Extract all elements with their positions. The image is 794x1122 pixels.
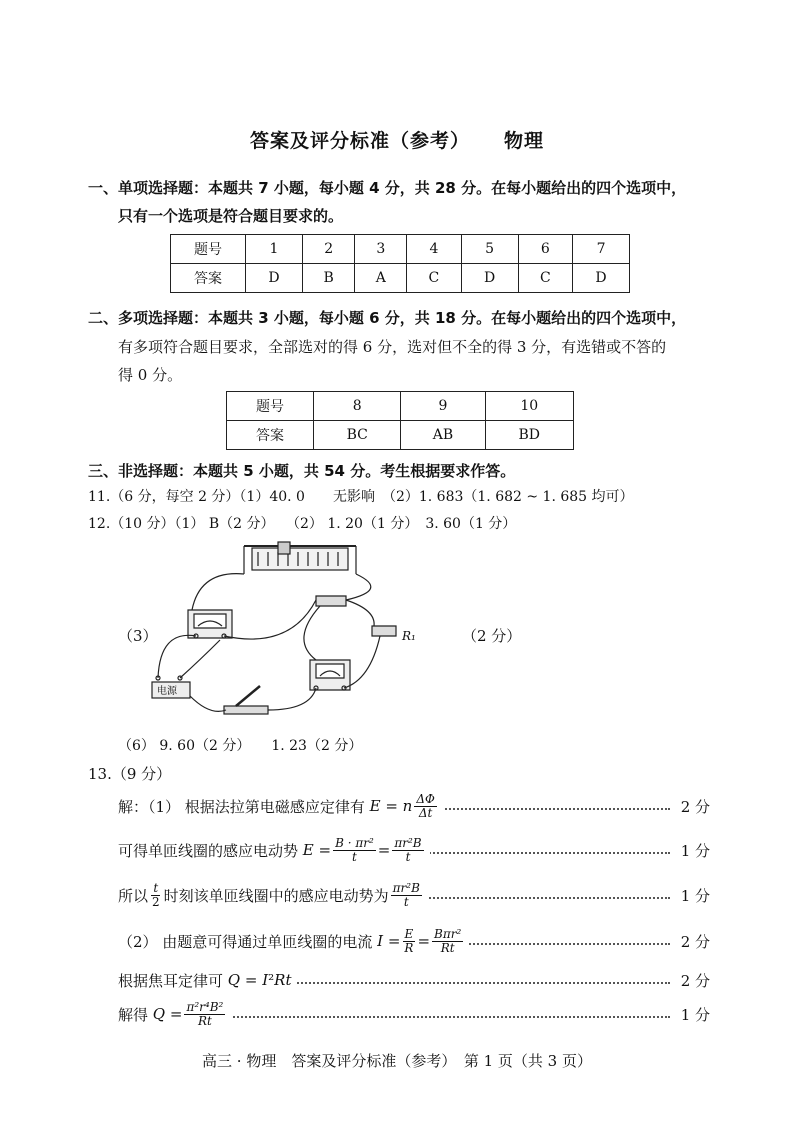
step-score: 1 分 xyxy=(680,841,710,860)
q12-3-label: （3） xyxy=(118,627,158,645)
step-text: 所以 xyxy=(118,886,149,905)
resistor-icon xyxy=(316,596,396,636)
step-score: 2 分 xyxy=(680,932,710,951)
formula-fraction: $\frac{\Delta\Phi}{\Delta t}$ xyxy=(416,791,435,820)
table-header-label: 题号 xyxy=(171,235,246,264)
page-title xyxy=(0,126,794,153)
solution-step: 可得单匝线圈的感应电动势 E = $\frac{\text{B · πr²}}{t}$ = $\frac{\text{πr²B}}{t}$ 1 分 xyxy=(118,832,710,868)
step-text-continued: 时刻该单匝线圈中的感应电动势为 xyxy=(163,886,389,905)
voltmeter-icon xyxy=(188,610,232,638)
section2-heading: 二、多项选择题：本题共 3 小题，每小题 6 分，共 18 分。在每小题给出的四个选项中， xyxy=(88,309,687,327)
solution-step xyxy=(118,877,710,913)
table-cell: 9 xyxy=(401,392,485,421)
solution-step: 根据焦耳定律可 Q = I ² Rt 2 分 xyxy=(118,962,710,998)
resistor-label: R₁ xyxy=(402,629,416,643)
step-text: （2） 由题意可得通过单匝线圈的电流 xyxy=(118,932,373,951)
table-row xyxy=(227,421,574,450)
step-score: 1 分 xyxy=(680,1005,710,1024)
step-score: 2 分 xyxy=(680,797,710,816)
step-score: 2 分 xyxy=(680,971,710,990)
table-header-label: 题号 xyxy=(227,392,314,421)
power-supply-label: 电源 xyxy=(157,686,177,697)
switch-icon xyxy=(224,686,268,714)
table-cell: 1 xyxy=(246,235,303,264)
section1-heading: 一、单项选择题：本题共 7 小题，每小题 4 分，共 28 分。在每小题给出的四个选项中， xyxy=(88,179,687,197)
section2-line3: 得 0 分。 xyxy=(118,366,183,384)
section3-heading: 三、非选择题：本题共 5 小题，共 54 分。考生根据要求作答。 xyxy=(88,462,516,480)
solution-step: 解：（1） 根据法拉第电磁感应定律有 E = n $\frac{\Delta\Phi}{\Delta t}$ 2 分 xyxy=(118,788,710,824)
formula-fraction: $\frac{\text{B · πr²}}{t}$ xyxy=(335,835,374,864)
formula-fraction: $\frac{\text{Bπr²}}{Rt}$ xyxy=(434,926,462,955)
table-cell: 2 xyxy=(302,235,355,264)
q12-answer: 12.（10 分）（1） B（2 分） （2） 1. 20（1 分） 3. 60（1 分） xyxy=(88,516,517,532)
table-row xyxy=(171,235,630,264)
formula-fraction: $\frac{\text{πr²B}}{t}$ xyxy=(392,880,420,909)
formula-fraction: $\frac{\text{πr²B}}{t}$ xyxy=(394,835,422,864)
table-cell: D xyxy=(246,264,303,293)
q11-answer: 11.（6 分，每空 2 分）（1）40. 0 无影响 （2）1. 683（1. 682 ~ 1. 685 均可） xyxy=(88,489,634,505)
answer-table-1 xyxy=(170,234,630,293)
q13-header: 13.（9 分） xyxy=(88,765,172,783)
section1-line2: 只有一个选项是符合题目要求的。 xyxy=(118,207,344,225)
table-answer-label: 答案 xyxy=(227,421,314,450)
step-text: 可得单匝线圈的感应电动势 xyxy=(118,841,299,860)
table-cell: C xyxy=(518,264,573,293)
section2-line2: 有多项符合题目要求，全部选对的得 6 分，选对但不全的得 3 分，有选错或不答的 xyxy=(118,338,667,356)
table-cell: BC xyxy=(314,421,401,450)
formula-fraction: $\frac{E}{R}$ xyxy=(404,926,414,955)
table-cell: 3 xyxy=(355,235,407,264)
table-cell: 8 xyxy=(314,392,401,421)
formula-fraction: $\frac{t}{2}$ xyxy=(152,880,160,909)
rheostat-icon xyxy=(244,542,356,574)
table-row xyxy=(171,264,630,293)
table-cell: D xyxy=(573,264,630,293)
table-answer-label: 答案 xyxy=(171,264,246,293)
table-cell: 7 xyxy=(573,235,630,264)
title-subject: 物理 xyxy=(504,130,545,152)
solution-step: 解得 Q = $\frac{\text{π²r⁴B²}}{Rt}$ 1 分 xyxy=(118,996,710,1032)
step-score: 1 分 xyxy=(680,886,710,905)
table-cell: B xyxy=(302,264,355,293)
table-cell: 6 xyxy=(518,235,573,264)
q12-6-answer: （6） 9. 60（2 分） 1. 23（2 分） xyxy=(118,738,363,754)
solution-step: （2） 由题意可得通过单匝线圈的电流 I = $\frac{E}{R}$ = $\frac{\text{Bπr²}}{Rt}$ 2 分 xyxy=(118,923,710,959)
table-cell: A xyxy=(355,264,407,293)
table-cell: 10 xyxy=(485,392,573,421)
step-text: 解得 xyxy=(118,1005,149,1024)
step-text: 解：（1） 根据法拉第电磁感应定律有 xyxy=(118,797,365,816)
q12-3-score: （2 分） xyxy=(462,627,522,645)
circuit-diagram xyxy=(140,540,430,740)
table-cell: D xyxy=(461,264,518,293)
step-text: 根据焦耳定律可 xyxy=(118,971,224,990)
table-cell: BD xyxy=(485,421,573,450)
table-cell: C xyxy=(407,264,462,293)
table-row xyxy=(227,392,574,421)
page-footer: 高三 · 物理 答案及评分标准（参考） 第 1 页（共 3 页） xyxy=(202,1052,592,1070)
table-cell: 5 xyxy=(461,235,518,264)
ammeter-icon xyxy=(310,660,350,690)
formula-fraction: $\frac{\text{π²r⁴B²}}{Rt}$ xyxy=(186,999,224,1028)
table-cell: AB xyxy=(401,421,485,450)
answer-table-2 xyxy=(226,391,574,450)
title-main: 答案及评分标准（参考） xyxy=(249,130,470,152)
table-cell: 4 xyxy=(407,235,462,264)
